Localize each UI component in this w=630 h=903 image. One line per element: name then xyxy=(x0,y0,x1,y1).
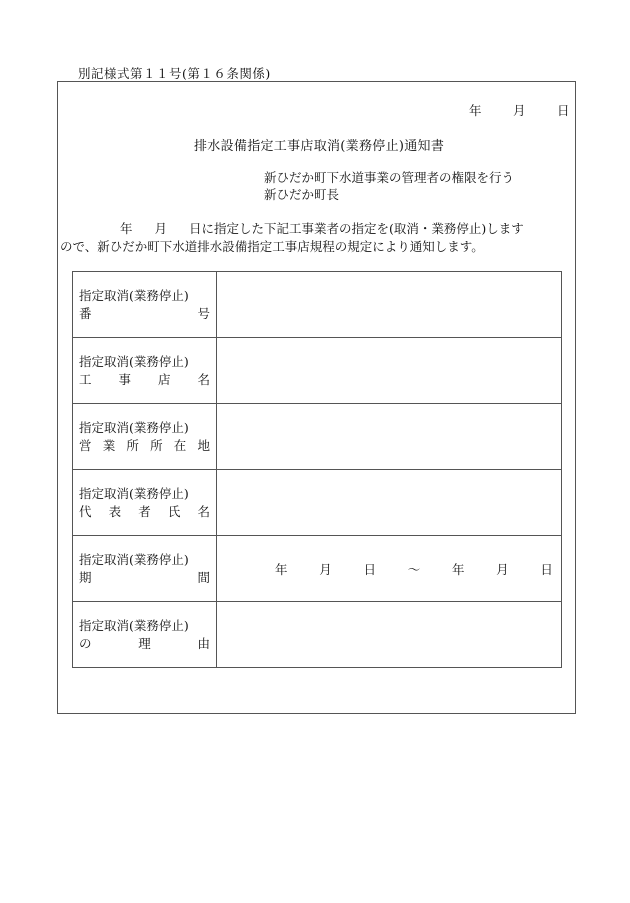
row-label xyxy=(73,470,217,536)
row-label xyxy=(73,602,217,668)
period-part: 月 xyxy=(496,561,509,577)
table-row xyxy=(73,602,562,668)
row-label-char: 名 xyxy=(197,503,210,519)
table-row xyxy=(73,404,562,470)
row-label xyxy=(73,536,217,602)
table-row xyxy=(73,470,562,536)
row-value-field[interactable] xyxy=(217,470,562,536)
row-label-char: 地 xyxy=(197,437,210,453)
row-label-char: 代 xyxy=(79,503,92,519)
details-table xyxy=(72,271,562,668)
row-label-top: 指定取消(業務停止) xyxy=(79,485,189,501)
notice-body-line-2: ので、新ひだか町下水道排水設備指定工事店規程の規定により通知します。 xyxy=(60,239,484,254)
row-label-char: 表 xyxy=(108,503,122,519)
row-label xyxy=(73,404,217,470)
issue-date xyxy=(469,101,569,119)
row-value-field[interactable] xyxy=(217,272,562,338)
row-label-char: 在 xyxy=(173,437,187,453)
document-title: 排水設備指定工事店取消(業務停止)通知書 xyxy=(194,139,445,154)
row-label xyxy=(73,272,217,338)
row-label-char: 工 xyxy=(79,371,92,387)
row-label-bottom xyxy=(79,305,210,323)
issuer-line-2: 新ひだか町長 xyxy=(264,187,340,202)
row-label-top: 指定取消(業務停止) xyxy=(79,419,189,435)
row-label-top: 指定取消(業務停止) xyxy=(79,353,189,369)
row-label-char: 理 xyxy=(138,635,151,651)
row-value-field[interactable] xyxy=(217,602,562,668)
period-part: 年 xyxy=(275,561,288,577)
row-label-char: 業 xyxy=(102,437,116,453)
row-label-top: 指定取消(業務停止) xyxy=(79,551,189,567)
row-label-char: の xyxy=(79,635,92,651)
body-line1-rest: 日に指定した下記工事業者の指定を(取消・業務停止)します xyxy=(189,221,524,236)
body-year: 年 xyxy=(120,221,133,236)
period-part: 日 xyxy=(363,561,376,577)
row-label-char: 者 xyxy=(138,503,151,519)
notice-body-line-1 xyxy=(60,220,576,238)
row-label-bottom xyxy=(79,569,210,587)
issue-date-day: 日 xyxy=(557,103,570,118)
row-label-char: 号 xyxy=(197,305,210,321)
period-part: 月 xyxy=(319,561,332,577)
period-part: 日 xyxy=(540,561,553,577)
row-label-char: 事 xyxy=(118,371,131,387)
issue-date-month: 月 xyxy=(513,103,526,118)
body-month: 月 xyxy=(154,221,168,236)
table-row xyxy=(73,272,562,338)
row-label-char: 店 xyxy=(157,371,171,387)
row-label-char: 番 xyxy=(79,305,92,321)
form-number-label: 別記様式第１１号(第１６条関係) xyxy=(78,66,271,81)
table-row xyxy=(73,338,562,404)
period-range xyxy=(217,560,561,578)
notice-body xyxy=(60,220,576,256)
row-value-field[interactable] xyxy=(217,338,562,404)
table-row xyxy=(73,536,562,602)
row-label-bottom xyxy=(79,503,210,521)
period-part: 〜 xyxy=(407,561,421,577)
issuer-block xyxy=(264,169,514,203)
row-label-char: 営 xyxy=(79,437,92,453)
row-label-char: 間 xyxy=(197,569,210,585)
row-label-char: 所 xyxy=(126,437,139,453)
row-label-bottom xyxy=(79,437,210,455)
row-label-char: 名 xyxy=(197,371,210,387)
row-label xyxy=(73,338,217,404)
row-value-field[interactable] xyxy=(217,404,562,470)
row-value-field[interactable] xyxy=(217,536,562,602)
row-label-char: 由 xyxy=(197,635,210,651)
row-label-bottom xyxy=(79,371,210,389)
document-frame xyxy=(57,81,576,714)
row-label-top: 指定取消(業務停止) xyxy=(79,617,189,633)
issue-date-year: 年 xyxy=(469,103,482,118)
row-label-top: 指定取消(業務停止) xyxy=(79,287,189,303)
issuer-line-1: 新ひだか町下水道事業の管理者の権限を行う xyxy=(264,170,515,185)
row-label-char: 期 xyxy=(79,569,92,585)
period-part: 年 xyxy=(451,561,465,577)
row-label-char: 氏 xyxy=(167,503,181,519)
row-label-bottom xyxy=(79,635,210,653)
row-label-char: 所 xyxy=(150,437,163,453)
